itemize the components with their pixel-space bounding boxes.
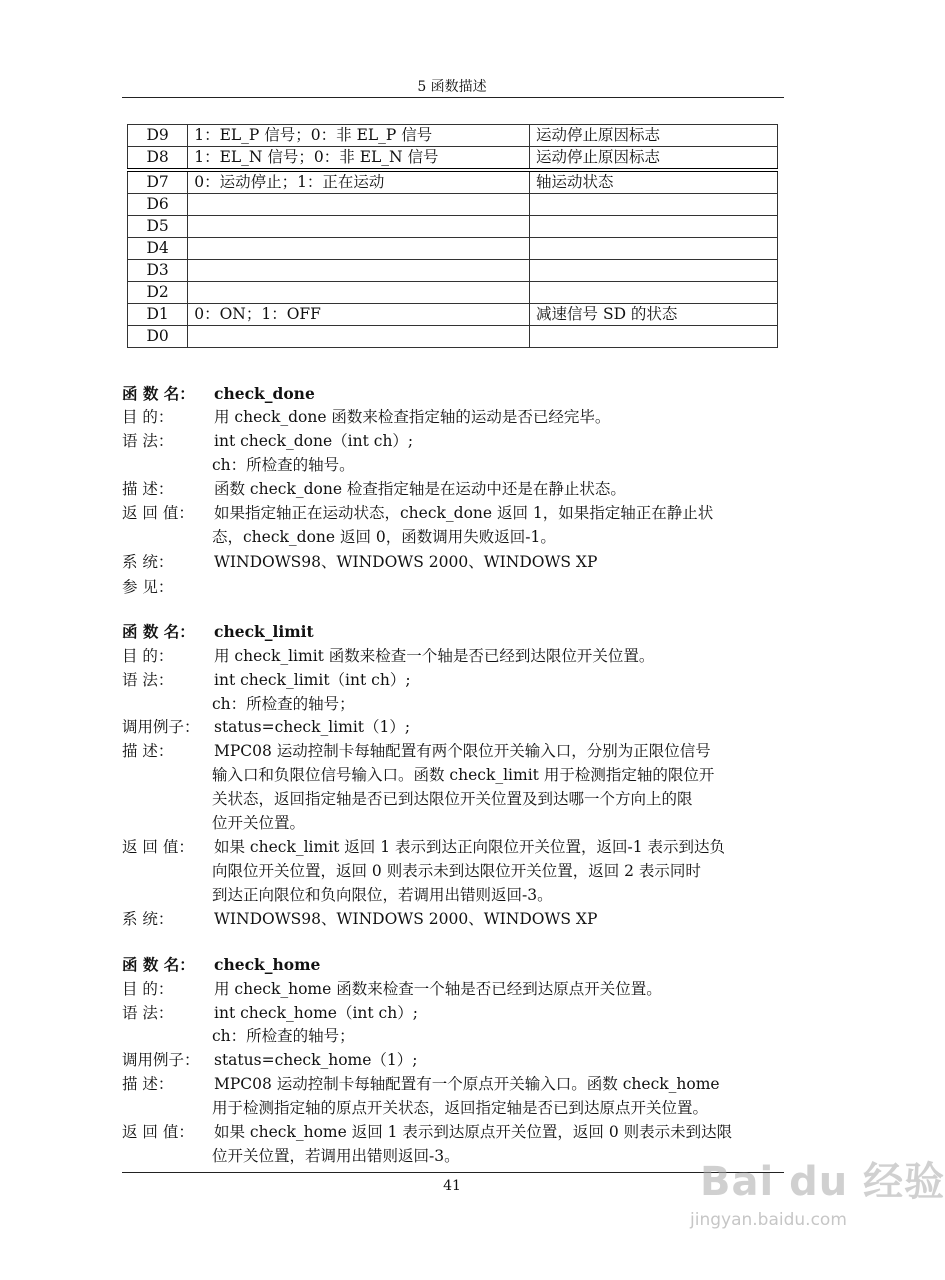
check-limit-desc-cont: 位开关位置。: [212, 814, 306, 832]
table-cell-meaning: 0：运动停止；1：正在运动: [188, 170, 530, 194]
function-name: check_done: [214, 384, 315, 403]
field-value: MPC08 运动控制卡每轴配置有两个限位开关输入口，分别为正限位信号: [214, 742, 711, 760]
field-value: int check_limit（int ch）;: [214, 671, 411, 689]
field-label: 参 见：: [122, 578, 174, 596]
check-home-desc-line: [122, 1073, 792, 1096]
field-label: 描 述：: [122, 480, 174, 498]
check-home-return-cont: 位开关位置，若调用出错则返回-3。: [212, 1147, 460, 1165]
header-rule: [122, 97, 784, 98]
field-label: 描 述：: [122, 1075, 174, 1093]
check-limit-example-line: [122, 716, 792, 739]
check-limit-return-line: [122, 836, 792, 859]
table-row: [128, 282, 778, 304]
table-cell-meaning: 0：ON；1：OFF: [188, 304, 530, 326]
field-label: 目 的：: [122, 980, 174, 998]
check-done-return-line: [122, 502, 792, 525]
check-done-param: ch：所检查的轴号。: [212, 456, 355, 474]
field-value: WINDOWS98、WINDOWS 2000、WINDOWS XP: [214, 553, 598, 571]
field-value: status=check_home（1）;: [214, 1051, 418, 1069]
table-cell-note: [530, 194, 778, 216]
table-cell-bit: D5: [128, 216, 188, 238]
check-home-syntax-line: [122, 1002, 792, 1025]
check-done-purpose-line: [122, 406, 792, 429]
watermark-url: jingyan.baidu.com: [690, 1210, 847, 1230]
table-cell-bit: D1: [128, 304, 188, 326]
field-value: status=check_limit（1）;: [214, 718, 411, 736]
table-row: [128, 304, 778, 326]
table-cell-note: 轴运动状态: [530, 170, 778, 194]
table-cell-meaning: 1：EL_N 信号；0：非 EL_N 信号: [188, 147, 530, 171]
check-limit-syntax-line: [122, 669, 792, 692]
field-value: 如果 check_limit 返回 1 表示到达正向限位开关位置，返回-1 表示到达负: [214, 838, 726, 856]
field-label: 调用例子：: [122, 718, 200, 736]
baidu-jingyan-logo: Bai du 经验: [700, 1159, 945, 1205]
field-label: 目 的：: [122, 647, 174, 665]
check-home-param: ch：所检查的轴号；: [212, 1027, 355, 1045]
check-limit-purpose-line: [122, 645, 792, 668]
field-label: 语 法：: [122, 671, 174, 689]
function-name: check_home: [214, 955, 321, 974]
table-row: [128, 147, 778, 171]
field-value: int check_home（int ch）;: [214, 1004, 418, 1022]
table-row: [128, 170, 778, 194]
field-value: WINDOWS98、WINDOWS 2000、WINDOWS XP: [214, 910, 598, 928]
table-row: [128, 326, 778, 348]
check-home-desc-cont: 用于检测指定轴的原点开关状态，返回指定轴是否已到达原点开关位置。: [212, 1099, 709, 1117]
check-done-system-line: [122, 551, 792, 574]
page-header-title: 5 函数描述: [417, 79, 487, 95]
check-limit-return-cont: 到达正向限位和负向限位，若调用出错则返回-3。: [212, 886, 553, 904]
table-cell-bit: D3: [128, 260, 188, 282]
table-cell-bit: D6: [128, 194, 188, 216]
check-limit-return-cont: 向限位开关位置，返回 0 则表示未到达限位开关位置，返回 2 表示同时: [212, 862, 701, 880]
field-value: int check_done（int ch）;: [214, 432, 414, 450]
field-value: 如果 check_home 返回 1 表示到达原点开关位置，返回 0 则表示未到达限: [214, 1123, 733, 1141]
table-row: [128, 260, 778, 282]
field-label: 调用例子：: [122, 1051, 200, 1069]
table-cell-note: 运动停止原因标志: [530, 125, 778, 147]
table-cell-note: 减速信号 SD 的状态: [530, 304, 778, 326]
table-cell-bit: D9: [128, 125, 188, 147]
field-label: 返 回 值：: [122, 838, 194, 856]
check-done-return-cont: 态，check_done 返回 0，函数调用失败返回-1。: [212, 528, 556, 546]
field-value: MPC08 运动控制卡每轴配置有一个原点开关输入口。函数 check_home: [214, 1075, 720, 1093]
table-row: [128, 125, 778, 147]
table-cell-note: [530, 238, 778, 260]
field-value: 用 check_done 函数来检查指定轴的运动是否已经完毕。: [214, 408, 611, 426]
check-home-name-line: [122, 953, 792, 977]
table-row: [128, 216, 778, 238]
table-cell-meaning: 1：EL_P 信号；0：非 EL_P 信号: [188, 125, 530, 147]
field-value: 用 check_limit 函数来检查一个轴是否已经到达限位开关位置。: [214, 647, 655, 665]
table-cell-bit: D7: [128, 170, 188, 194]
field-value: 如果指定轴正在运动状态，check_done 返回 1，如果指定轴正在静止状: [214, 504, 714, 522]
field-label: 目 的：: [122, 408, 174, 426]
field-label: 返 回 值：: [122, 504, 194, 522]
check-limit-desc-line: [122, 740, 792, 763]
field-label: 函 数 名：: [122, 955, 195, 974]
table-cell-note: [530, 282, 778, 304]
check-done-name-line: [122, 382, 792, 406]
field-label: 描 述：: [122, 742, 174, 760]
check-done-see-line: [122, 576, 792, 599]
field-label: 函 数 名：: [122, 622, 195, 641]
check-home-return-line: [122, 1121, 792, 1144]
field-value: 函数 check_done 检查指定轴是在运动中还是在静止状态。: [214, 480, 626, 498]
check-done-syntax-line: [122, 430, 792, 453]
table-row: [128, 194, 778, 216]
field-label: 系 统：: [122, 553, 174, 571]
table-cell-meaning: [188, 326, 530, 348]
table-cell-bit: D4: [128, 238, 188, 260]
field-label: 语 法：: [122, 1004, 174, 1022]
field-label: 系 统：: [122, 910, 174, 928]
table-cell-note: [530, 326, 778, 348]
check-limit-param: ch：所检查的轴号；: [212, 695, 355, 713]
table-cell-note: [530, 216, 778, 238]
table-cell-meaning: [188, 282, 530, 304]
footer-rule: [122, 1172, 784, 1173]
table-cell-bit: D8: [128, 147, 188, 171]
field-label: 语 法：: [122, 432, 174, 450]
field-value: 用 check_home 函数来检查一个轴是否已经到达原点开关位置。: [214, 980, 662, 998]
table-cell-meaning: [188, 216, 530, 238]
field-label: 返 回 值：: [122, 1123, 194, 1141]
check-limit-desc-cont: 关状态，返回指定轴是否已到达限位开关位置及到达哪一个方向上的限: [212, 790, 693, 808]
check-limit-name-line: [122, 620, 792, 644]
check-limit-desc-cont: 输入口和负限位信号输入口。函数 check_limit 用于检测指定轴的限位开: [212, 766, 715, 784]
table-cell-bit: D2: [128, 282, 188, 304]
table-cell-note: 运动停止原因标志: [530, 147, 778, 171]
page-number: 41: [443, 1178, 461, 1194]
table-cell-meaning: [188, 238, 530, 260]
table-cell-meaning: [188, 260, 530, 282]
check-limit-system-line: [122, 908, 792, 931]
check-done-desc-line: [122, 478, 792, 501]
table-cell-note: [530, 260, 778, 282]
bit-status-table: [127, 124, 778, 348]
table-row: [128, 238, 778, 260]
table-cell-bit: D0: [128, 326, 188, 348]
table-cell-meaning: [188, 194, 530, 216]
check-home-purpose-line: [122, 978, 792, 1001]
function-name: check_limit: [214, 622, 314, 641]
check-home-example-line: [122, 1049, 792, 1072]
field-label: 函 数 名：: [122, 384, 195, 403]
